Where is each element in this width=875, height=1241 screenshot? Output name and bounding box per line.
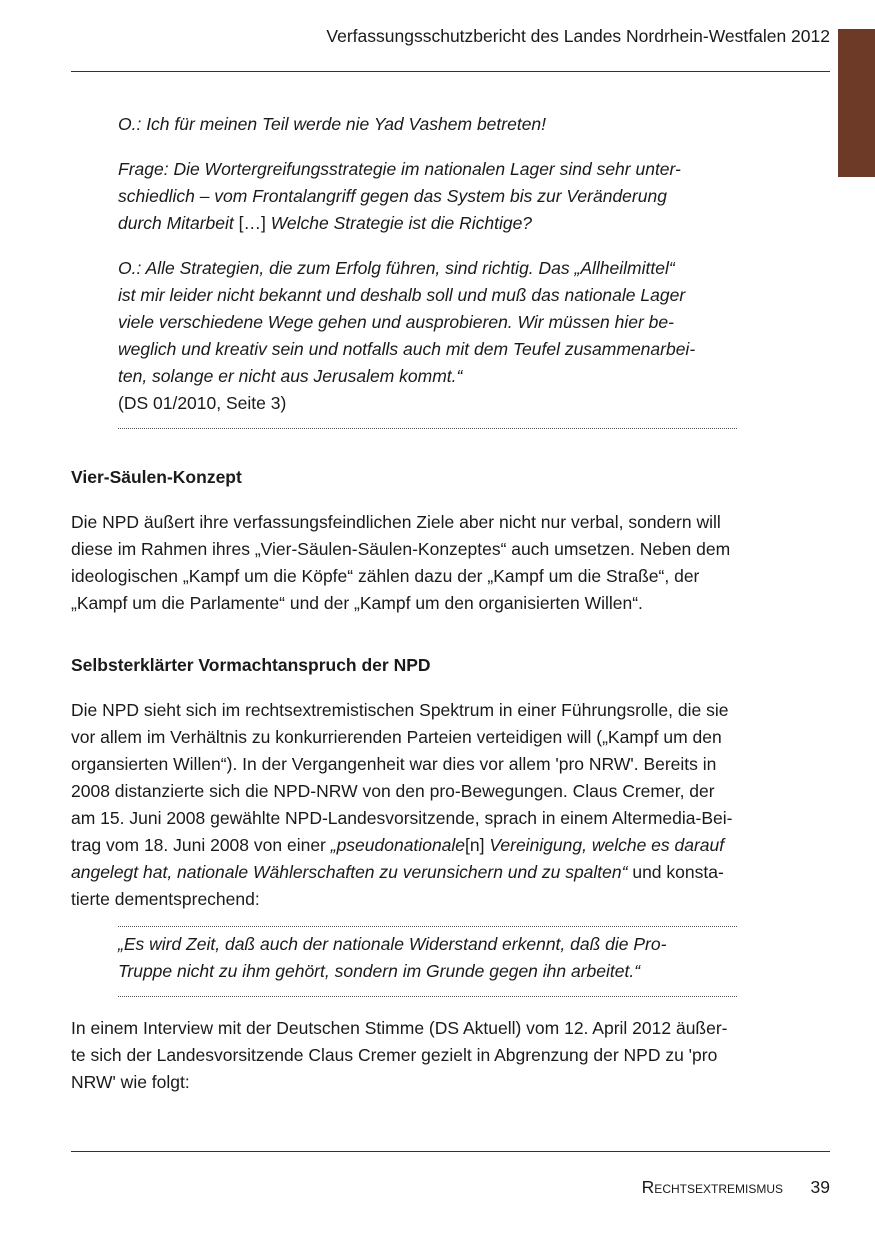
quote-block-question [118,156,742,237]
footer-section-name: Rechtsextremismus [641,1177,783,1197]
quote-divider-dotted [118,926,737,927]
quote-divider-dotted [118,428,737,429]
quote-line [118,958,742,985]
quote-text: O.: Alle Strategien, die zum Erfolg führen, sind richtig. Das „Allheilmittel“ [118,258,675,278]
quote-text: ten, solange er nicht aus Jerusalem kommt.“ [118,366,463,386]
page-number: 39 [810,1177,830,1197]
quote-text: ist mir leider nicht bekannt und deshalb soll und muß das nationale Lager [118,285,686,305]
section-heading-vier-saeulen: Vier-Säulen-Konzept [71,467,242,487]
quote-text: schiedlich – vom Frontalangriff gegen das System bis zur Veränderung [118,186,667,206]
quote-line [118,210,742,237]
quote-line [118,183,742,210]
quote-text: Vereinigung, welche es darauf [489,835,725,855]
quote-text: Welche Strategie ist die Richtige? [270,213,533,233]
quote-block-answer [118,255,742,417]
section-paragraph-interview [71,1015,781,1096]
quote-line [118,282,742,309]
section-paragraph-vormachtanspruch [71,697,781,913]
paragraph-text: trag vom 18. Juni 2008 von einer [71,835,331,855]
quote-text: Frage: Die Wortergreifungsstrategie im nationalen Lager sind sehr unter- [118,159,681,179]
header-divider [71,71,830,72]
paragraph-line: vor allem im Verhältnis zu konkurrierenden Parteien verteidigen will („Kampf um den [71,727,722,747]
paragraph-line: Die NPD sieht sich im rechtsextremistischen Spektrum in einer Führungsrolle, die sie [71,700,729,720]
footer-divider [71,1151,830,1152]
quote-text: „pseudonationale [330,835,466,855]
paragraph-line [71,859,781,886]
paragraph-line [71,832,781,859]
quote-block-interview [118,111,742,138]
quote-line [118,336,742,363]
quote-line [118,363,742,390]
quote-text: viele verschiedene Wege gehen und ausprobieren. Wir müssen hier be- [118,312,674,332]
quote-line [118,309,742,336]
quote-line [118,931,742,958]
chapter-tab-marker [838,29,875,177]
section-heading-vormachtanspruch: Selbsterklärter Vormachtanspruch der NPD [71,655,431,675]
paragraph-line: Die NPD äußert ihre verfassungsfeindlichen Ziele aber nicht nur verbal, sondern will [71,512,721,532]
paragraph-line: am 15. Juni 2008 gewählte NPD-Landesvorsitzende, sprach in einem Altermedia-Bei- [71,808,733,828]
paragraph-text: und konsta- [627,862,724,882]
page-header-title: Verfassungsschutzbericht des Landes Nordrhein-Westfalen 2012 [326,26,830,46]
paragraph-line: In einem Interview mit der Deutschen Stimme (DS Aktuell) vom 12. April 2012 äußer- [71,1018,728,1038]
paragraph-line: organsierten Willen“). In der Vergangenheit war dies vor allem 'pro NRW'. Bereits in [71,754,717,774]
quote-text: weglich und kreativ sein und notfalls auch mit dem Teufel zusammenarbei- [118,339,696,359]
quote-line [118,255,742,282]
quote-source: (DS 01/2010, Seite 3) [118,393,287,413]
quote-divider-dotted [118,996,737,997]
paragraph-text: [n] [465,835,490,855]
quote-text: „Es wird Zeit, daß auch der nationale Widerstand erkennt, daß die Pro- [118,934,667,954]
paragraph-line: te sich der Landesvorsitzende Claus Cremer gezielt in Abgrenzung der NPD zu 'pro [71,1045,718,1065]
paragraph-line: 2008 distanzierte sich die NPD-NRW von den pro-Bewegungen. Claus Cremer, der [71,781,715,801]
quote-block-cremer [118,931,742,985]
quote-text: durch Mitarbeit [118,213,234,233]
ellipsis-text: […] [233,213,271,233]
quote-text: O.: Ich für meinen Teil werde nie Yad Vashem betreten! [118,114,547,134]
quote-line [118,111,742,138]
paragraph-line: diese im Rahmen ihres „Vier-Säulen-Säulen-Konzeptes“ auch umsetzen. Neben dem [71,539,731,559]
quote-text: angelegt hat, nationale Wählerschaften zu verunsichern und zu spalten“ [71,862,628,882]
quote-text: Truppe nicht zu ihm gehört, sondern im Grunde gegen ihn arbeitet.“ [118,961,641,981]
quote-line [118,156,742,183]
section-paragraph-vier-saeulen [71,509,781,617]
paragraph-line: NRW' wie folgt: [71,1072,190,1092]
paragraph-line: „Kampf um die Parlamente“ und der „Kampf um den organisierten Willen“. [71,593,643,613]
paragraph-line: ideologischen „Kampf um die Köpfe“ zählen dazu der „Kampf um die Straße“, der [71,566,700,586]
paragraph-line: tierte dementsprechend: [71,889,260,909]
